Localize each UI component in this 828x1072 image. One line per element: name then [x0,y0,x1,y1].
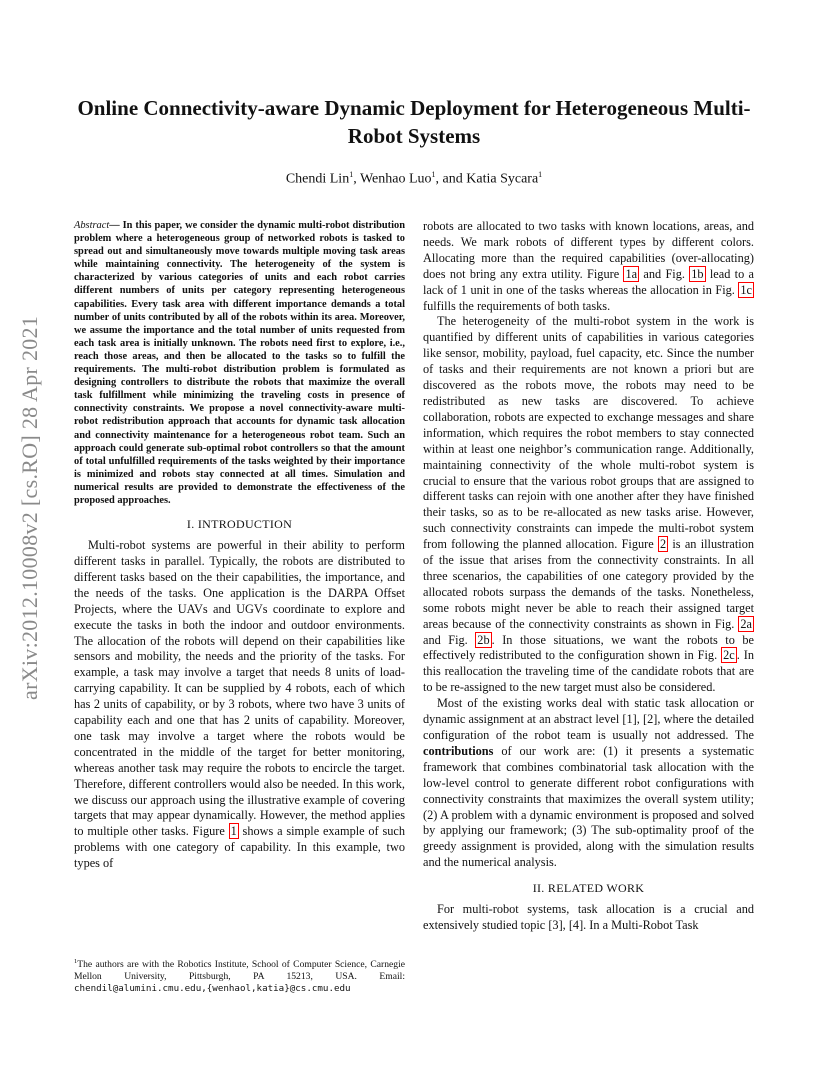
author-affiliation-mark: 1 [431,170,436,179]
paragraph-text: lead to a lack of 1 unit in one of the tasks whereas the allocation in Fig. [423,266,754,297]
left-column [74,219,405,872]
bold-term: contributions [423,743,494,758]
author-separator: , and [435,171,467,187]
paragraph-text: The heterogeneity of the multi-robot system in the work is quantified by different units of capabilities in various categories like sensor, mobility, payload, fuel capacity, etc. Since the number of tasks and their requirements are not known a priori but are discovered as the robots move, the robots may need to be redistributed as new tasks are discovered. To achieve collaboration, robots are expected to exchange messages and share information, which requires the robot members to stay connected within at least one neighbor’s communication range. Additionally, maintaining connectivity of the whole multi-robot system is crucial to ensure that the various robot groups that are assigned to different tasks can rejoin with one another after they have finished their tasks, so as to be re-allocated as new tasks arise. However, such connectivity constraints can impede the multi-robot system from following the planned allocation. Figure [423,314,754,552]
author-affiliation-mark: 1 [538,170,543,179]
figure-ref-link[interactable]: 1a [625,266,638,281]
author-list [60,170,768,188]
intro-paragraph-1-continued [423,219,754,314]
abstract-label: Abstract [74,220,110,231]
author-name: Katia Sycara [466,171,539,187]
author-name: Chendi Lin [285,171,350,187]
paragraph-text: robots are allocated to two tasks with known locations, areas, and needs. We mark robots of different types by different colors. Allocating more than the required capabilities (over-allocating) does not bring any extra utility. Figure [423,219,754,281]
figure-ref-link[interactable]: 2 [659,537,667,552]
figure-ref-link[interactable]: 2b [477,632,490,647]
arxiv-identifier-stamp: arXiv:2012.10008v2 [cs.RO] 28 Apr 2021 [17,315,42,700]
author-affiliation-mark: 1 [349,170,354,179]
figure-ref-link[interactable]: 1c [740,282,752,297]
figure-ref-link[interactable]: 2a [740,616,752,631]
paragraph-text: of our work are: (1) it presents a systematic framework that combines combinatorial task allocation with the low-level control to generate different robot configurations with connectivity constraints that maximizes the overall system utility; (2) A problem with a dynamic environment is proposed and solved by applying our framework; (3) The sub-optimality proof of the greedy assignment is provided, along with the simulation results and the numerical analysis. [423,743,754,870]
paragraph-text: shows a simple example of such problems with one category of capability. In this example, two types of [74,824,405,871]
section-heading-introduction: I. INTRODUCTION [186,517,293,532]
paragraph-text: Multi-robot systems are powerful in their ability to perform different tasks in parallel. Typically, the robots are distributed to different tasks based on the their capabilities, the importance, and the needs of the tasks. One application is the DARPA Offset Projects, where the UAVs and UGVs coordinate to explore and execute the tasks in both the indoor and outdoor environments. The allocation of the robots will depend on their capabilities like sensors and mobility, the needs and the priority of the tasks. For example, a task may involve a target that needs 8 units of load-carrying capability. It can be supplied by 4 robots, each of which has 2 units of capability, or by 3 robots, where two have 3 units of capability each and one that has 2 units of capability. Moreover, one task may involve a target where the robots would be concentrated in the middle of the target for better monitoring, whereas another task may require the robots to encircle the target. Therefore, different controllers would also be needed. In this work, we discuss our approach using the illustrative example of covering targets that may appear dynamically. However, the method applies to multiple other tasks. Figure [74,538,405,839]
footnote-emails: chendil@alumini.cmu.edu,{wenhaol,katia}@cs.cmu.edu [74,983,351,995]
paragraph-text: . In those situations, we want the robots to be effectively redistributed to the configuration shown in Fig. [423,632,754,663]
footnote-text: The authors are with the Robotics Institute, School of Computer Science, Carnegie Mellon University, Pittsburgh, PA 15213, USA. Email: [74,959,405,983]
related-work-paragraph-1: For multi-robot systems, task allocation is a crucial and extensively studied topic [3], [4]. In a Multi-Robot Task [423,902,754,933]
figure-ref-link[interactable]: 1b [691,266,704,281]
footnote-mark: 1 [74,958,78,965]
abstract [74,219,405,507]
section-heading-related-work: II. RELATED WORK [532,881,645,896]
paragraph-text: Most of the existing works deal with static task allocation or dynamic assignment at an abstract level [1], [2], where the detailed configuration of the robot team is usually not addressed. The [423,696,754,742]
figure-ref-link[interactable]: 1 [230,824,237,839]
paper-title: Online Connectivity-aware Dynamic Deployment for Heterogeneous Multi-Robot Systems [77,96,751,148]
intro-paragraph-1 [74,538,405,872]
intro-paragraph-3 [423,696,754,871]
abstract-text: — In this paper, we consider the dynamic multi-robot distribution problem where a heterogeneous group of networked robots is tasked to spread out and simultaneously move towards multiple moving task areas while maintaining connectivity. The heterogeneity of the system is characterized by various categories of units and each robot carries different numbers of units per category representing heterogeneous capabilities. Every task area with different importance demands a total number of units contributed by all of the robots within its area. Moreover, we assume the importance and the total number of units requested from each task area is initially unknown. The robots need first to explore, i.e., reach those areas, and then be allocated to the tasks so to fulfill the requirements. The multi-robot distribution problem is formulated as designing controllers to distribute the robots that maximize the overall task fulfillment while minimizing the traveling costs in presence of connectivity constraints. We propose a novel connectivity-aware multi-robot redistribution approach that accounts for dynamic task allocation and connectivity maintenance for a heterogeneous robot team. Such an approach could generate sub-optimal robot controllers so that the amount of total unfulfilled requirements of the tasks weighted by their importance is minimized and robots stay connected at all times. Simulation and numerical results are provided to demonstrate the effectiveness of the proposed approaches. [74,220,405,506]
paragraph-text: and Fig. [423,632,476,647]
author-separator: , [353,171,360,187]
figure-ref-link[interactable]: 2c [723,648,735,663]
paragraph-text: and Fig. [639,266,690,281]
paragraph-text: . In this reallocation the traveling time of the candidate robots that are to be re-assigned to the new target must also be considered. [423,648,754,695]
author-name: Wenhao Luo [359,171,432,187]
affiliation-footnote [74,956,405,995]
right-column [423,219,754,934]
paragraph-text: fulfills the requirements of both tasks. [423,298,611,313]
intro-paragraph-2 [423,314,754,696]
paragraph-text: is an illustration of the issue that arises from the connectivity constraints. In all three scenarios, the capabilities of one category provided by the allocated robots surpass the demands of the tasks. Nonetheless, some robots might never be able to reach their assigned target areas because of the connectivity constraints as shown in Fig. [423,537,754,631]
